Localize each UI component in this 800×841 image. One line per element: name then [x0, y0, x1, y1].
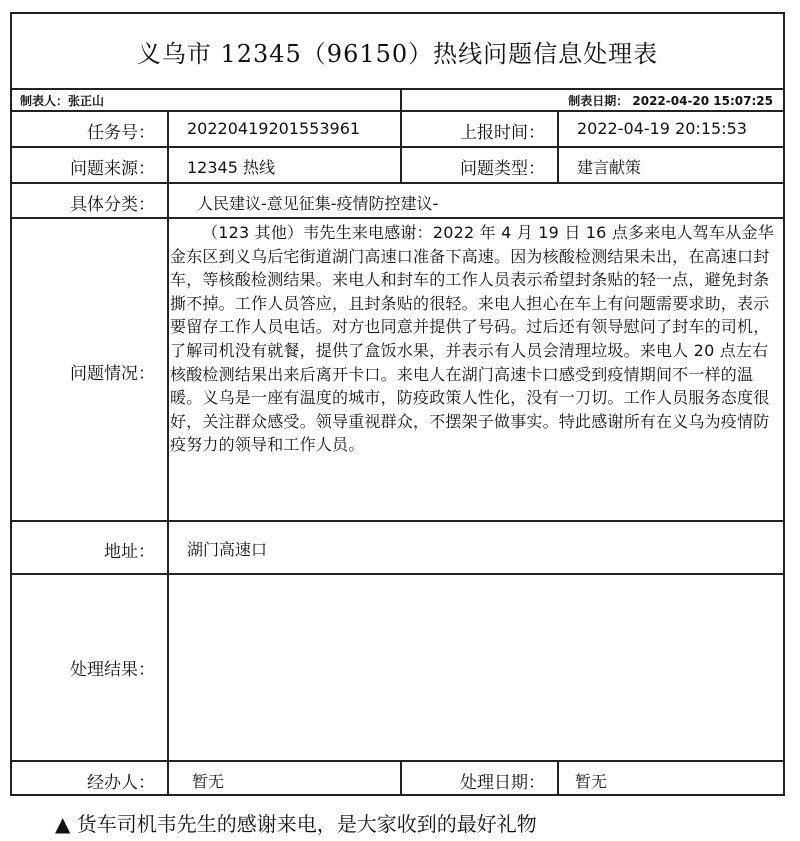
maker-label: 制表人：张正山: [20, 94, 105, 108]
task-no-label: 任务号：: [87, 123, 155, 143]
source-label: 问题来源：: [70, 159, 155, 179]
hotline-form-table: [10, 12, 785, 796]
situation-text: （123 其他）韦先生来电感谢：2022 年 4 月 19 日 16 点多来电人驾车从金华金东区到义乌后宅街道湖门高速口准备下高速。因为核酸检测结果未出，在高速口封车，等核酸检测结果。来电人和封车的工作人员表示希望封条贴的轻一点，避免封条撕不掉。工作人员答应，且封条贴的很轻。来电人担心在车上有问题需要求助，表示要留存工作人员电话。对方也同意并提供了号码。过后还有领导慰问了封车的司机，了解司机没有就餐，提供了盒饭水果，并表示有人员会清理垃圾。来电人 20 点左右核酸检测结果出来后离开卡口。来电人在湖门高速卡口感受到疫情期间不一样的温暖。义乌是一座有温度的城市，防疫政策人性化，没有一刀切。工作人员服务态度很好，关注群众感受。领导重视群众，不摆架子做事实。特此感谢所有在义乌为疫情防疫努力的领导和工作人员。: [170, 223, 774, 455]
task-no-value: 20220419201553961: [187, 119, 361, 138]
handle-date-label: 处理日期：: [460, 773, 545, 793]
handle-date-value: 暂无: [575, 772, 608, 791]
result-label: 处理结果：: [70, 660, 155, 680]
type-value: 建言献策: [577, 158, 642, 177]
handler-label: 经办人：: [87, 773, 155, 793]
photo-caption: ▲ 货车司机韦先生的感谢来电，是大家收到的最好礼物: [55, 812, 537, 836]
make-date: 制表日期： 2022-04-20 15:07:25: [568, 94, 773, 108]
report-time-label: 上报时间：: [460, 123, 545, 143]
situation-label: 问题情况：: [70, 364, 155, 384]
form-title: 义乌市 12345（96150）热线问题信息处理表: [136, 39, 659, 68]
type-label: 问题类型：: [460, 159, 545, 179]
report-time-value: 2022-04-19 20:15:53: [577, 119, 747, 138]
source-value: 12345 热线: [187, 158, 275, 177]
address-label: 地址：: [104, 542, 155, 562]
handler-value: 暂无: [192, 772, 225, 791]
address-value: 湖门高速口: [187, 540, 268, 559]
category-value: 人民建议-意见征集-疫情防控建议-: [197, 194, 439, 213]
category-label: 具体分类：: [70, 195, 155, 215]
